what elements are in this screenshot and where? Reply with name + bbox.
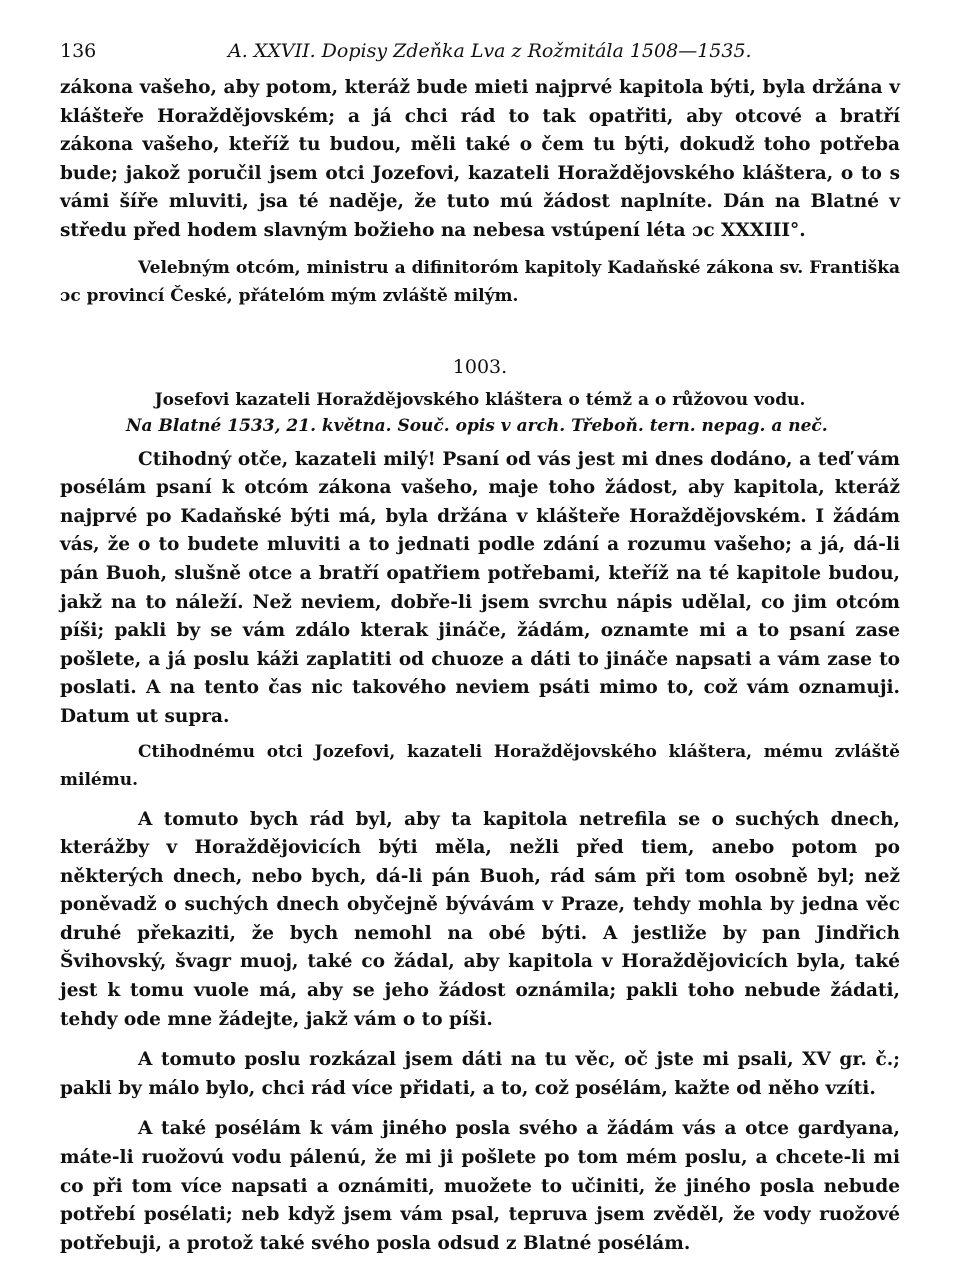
continuation-paragraph: zákona vašeho, aby potom, kteráž bude mieti najprvé kapitola býti, byla držána v klášteře Horaždějovském; a já chci rád to tak opatřiti, aby otcové a bratří zákona vašeho, kteříž tu budou, měli také o čem tu býti, dokudž toho potřeba bude; jakož poručil jsem otci Jozefovi, kazateli Horaždějovského kláštera, o to s vámi šíře mluviti, jsa té naděje, že tuto mú žádost naplníte. Dán na Blatné v středu před hodem slavným božieho na nebesa vstúpení léta ɔc XXXIII°. xyxy=(60,77,900,241)
page-number: 136 xyxy=(60,40,97,62)
postscript-paragraph: A tomuto bych rád byl, aby ta kapitola netrefila se o suchých dnech, kterážby v Horaždějovicích býti měla, nežli před tiem, anebo potom po některých dnech, nebo bych, dá-li pán Buoh, rád sám při tom osobně byl; než poněvadž o suchých dnech obyčejně bývávám v Praze, tehdy mohla by jedna věc druhé překaziti, že bych nemohl na obé býti. A jestliže by pan Jindřich Švihovský, švagr muoj, také co žádal, aby kapitola v Horaždějovicích byla, také jest k tomu vuole má, aby se jeho žádost oznámila; pakli toho nebude žádati, tehdy ode mne žádejte, jakž vám o to píši. xyxy=(60,808,900,1030)
postscript-paragraph: A také posélám k vám jiného posla svého a žádám vás a otce gardyana, máte-li ruožovú vodu pálenú, že mi ji pošlete po tom mém poslu, a chcete-li mi co při tom více napsati a oznámiti, muožete to učiniti, že jiného posla nebude potřebí posélati; neb když jsem vám psal, tepruva jsem zvěděl, že vody ruožové potřebuji, a protož také svého posla odsud z Blatné posélám. xyxy=(60,1118,900,1254)
letter-address: Ctihodnému otci Jozefovi, kazateli Horaždějovského kláštera, mému zvláště milému. xyxy=(60,741,900,790)
source-note: Na Blatné 1533, 21. května. Souč. opis v arch. Třeboň. tern. nepag. a neč. xyxy=(126,415,828,436)
book-page xyxy=(60,40,900,1258)
continuation-address: Velebným otcóm, ministru a difinitoróm kapitoly Kadaňské zákona sv. Františka ɔc provincí České, přátelóm mým zvláště milým. xyxy=(60,257,900,306)
running-title: A. XXVII. Dopisy Zdeňka Lva z Rožmitála 1508—1535. xyxy=(228,40,752,62)
letter-heading: Josefovi kazateli Horaždějovského kláštera o témž a o růžovou vodu. xyxy=(154,389,806,410)
running-header xyxy=(60,40,900,74)
letter-number: 1003. xyxy=(452,355,508,378)
letter-body-paragraph: Ctihodný otče, kazateli milý! Psaní od vás jest mi dnes dodáno, a teď vám posélám psaní k otcóm zákona vašeho, maje toho žádost, aby kapitola, kteráž najprvé po Kadaňské býti má, byla držána v klášteře Horaždějovském. I žádám vás, že o to budete mluviti a to jednati podle zdání a rozumu vašeho; a já, dá-li pán Buoh, slušně otce a bratří opatřiem potřebami, kteříž na té kapitole budou, jakž na to náleží. Než neviem, dobře-li jsem svrchu nápis udělal, co jim otcóm píši; pakli by se vám zdálo kterak jináče, žádám, oznamte mi a to psaní zase pošlete, a já poslu káži zaplatiti od chuoze a dáti to jináče napsati a vám zase to poslati. A na tento čas nic takového neviem psáti mimo to, což vám oznamuji. Datum ut supra. xyxy=(60,448,900,727)
postscript-paragraph: A tomuto poslu rozkázal jsem dáti na tu věc, oč jste mi psali, XV gr. č.; pakli by málo bylo, chci rád více přidati, a to, což posélám, kažte od něho vzíti. xyxy=(60,1049,900,1099)
